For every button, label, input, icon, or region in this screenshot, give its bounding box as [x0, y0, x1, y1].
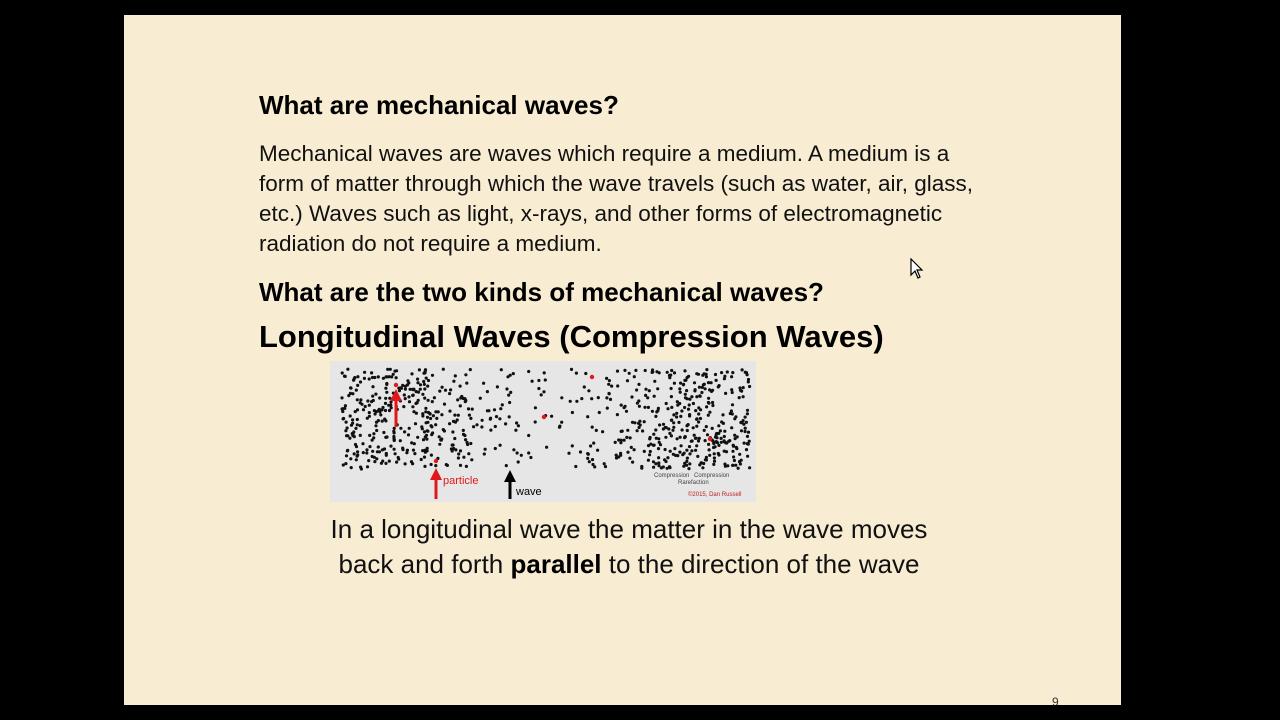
compression-label-2: Compression: [694, 473, 730, 479]
question-heading-1: What are mechanical waves?: [259, 90, 619, 120]
longitudinal-wave-figure: [330, 361, 756, 502]
caption-line-2-end: to the direction of the wave: [601, 549, 920, 579]
wave-label: wave: [516, 486, 542, 498]
caption: [194, 512, 1064, 582]
caption-bold-word: parallel: [510, 549, 602, 579]
caption-line-1: In a longitudinal wave the matter in the wave moves: [330, 514, 928, 544]
mouse-pointer-icon: [910, 258, 924, 280]
rarefaction-label: Rarefaction: [678, 480, 709, 486]
page-number: 9: [1052, 695, 1059, 705]
section-heading: Longitudinal Waves (Compression Waves): [259, 319, 884, 354]
question-heading-2: What are the two kinds of mechanical waves?: [259, 277, 824, 307]
slide: [124, 15, 1121, 705]
particle-label: particle: [443, 475, 479, 487]
caption-line-2-start: back and forth: [338, 549, 511, 579]
particle-diagram: [330, 361, 756, 502]
caption-line-2: [194, 547, 1064, 582]
definition-paragraph: Mechanical waves are waves which require a medium. A medium is a form of matter through which the wave travels (such as water, air, glass, etc.) Waves such as light, x-rays, and other forms of electromagnetic radiation do not require a medium.: [259, 141, 974, 256]
copyright-label: ©2015, Dan Russell: [688, 492, 742, 498]
compression-label-1: Compression: [654, 473, 690, 479]
